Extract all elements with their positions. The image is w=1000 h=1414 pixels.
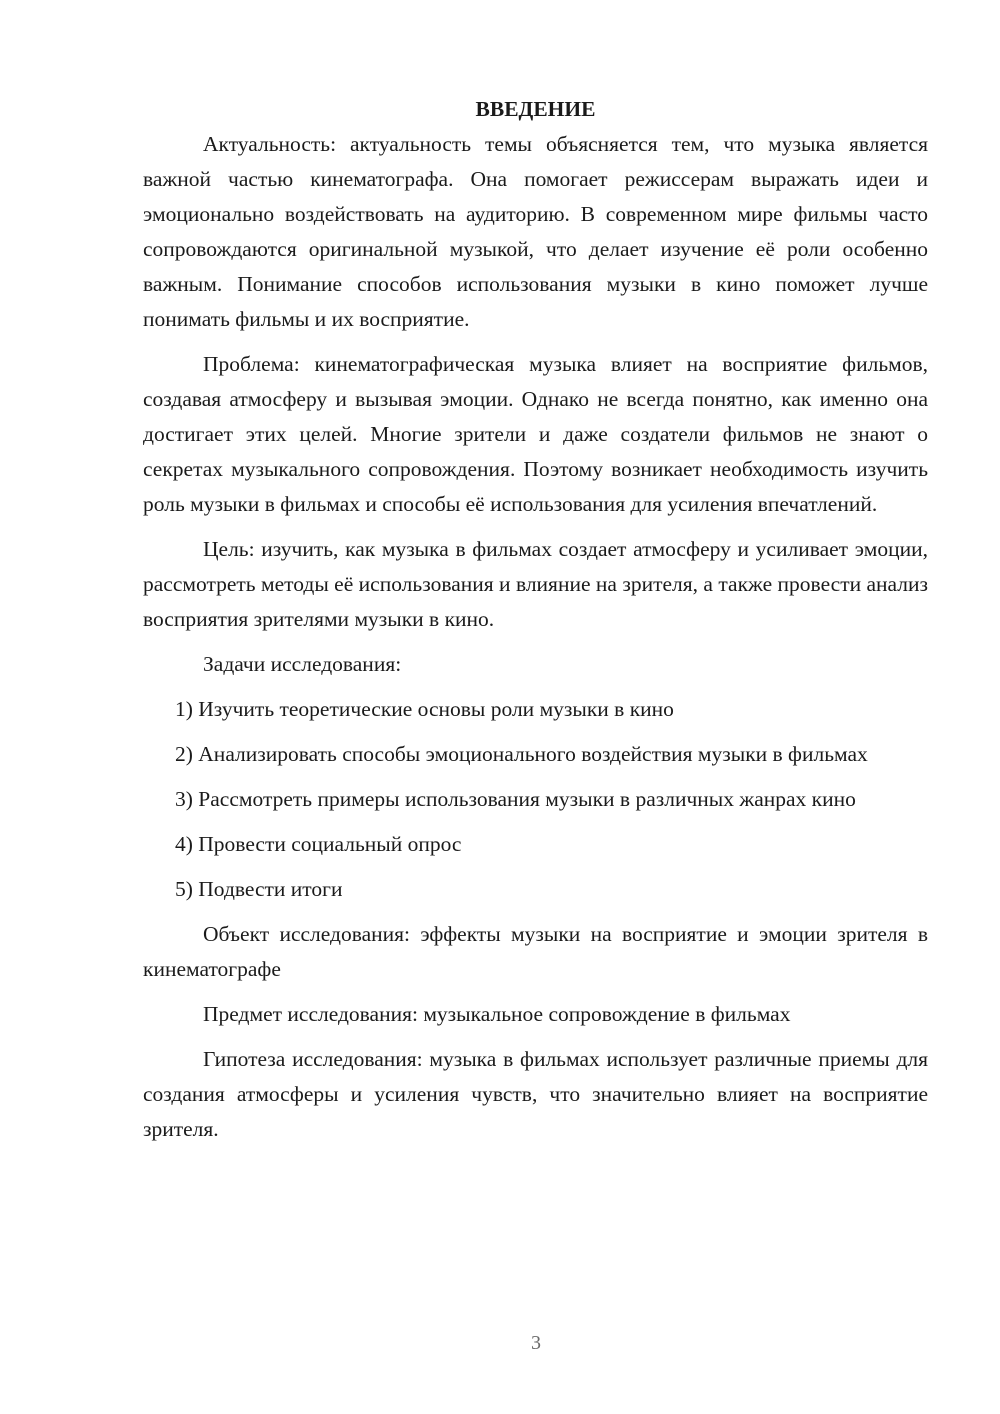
subject-paragraph: Предмет исследования: музыкальное сопровождение в фильмах: [203, 1002, 791, 1026]
list-item: 2) Анализировать способы эмоционального воздействия музыки в фильмах: [175, 742, 868, 766]
hypothesis-paragraph: Гипотеза исследования: музыка в фильмах использует различные приемы для создания атмосферы и усиления чувств, что значительно влияет на восприятие зрителя.: [143, 1047, 928, 1141]
relevance-paragraph: Актуальность: актуальность темы объясняется тем, что музыка является важной частью кинематографа. Она помогает режиссерам выражать идеи и эмоционально воздействовать на аудиторию. В современном мире фильмы часто сопровождаются оригинальной музыкой, что делает изучение её роли особенно важным. Понимание способов использования музыки в кино поможет лучше понимать фильмы и их восприятие.: [143, 132, 928, 331]
tasks-heading: Задачи исследования:: [203, 652, 402, 676]
goal-paragraph: Цель: изучить, как музыка в фильмах создает атмосферу и усиливает эмоции, рассмотреть методы её использования и влияние на зрителя, а также провести анализ восприятия зрителями музыки в кино.: [143, 537, 928, 631]
list-item: 1) Изучить теоретические основы роли музыки в кино: [175, 697, 674, 721]
list-item: 5) Подвести итоги: [175, 877, 343, 901]
page-number: 3: [531, 1332, 541, 1354]
tasks-list: [143, 692, 928, 907]
page-title: ВВЕДЕНИЕ: [475, 97, 596, 121]
list-item: 3) Рассмотреть примеры использования музыки в различных жанрах кино: [175, 787, 856, 811]
object-paragraph: Объект исследования: эффекты музыки на восприятие и эмоции зрителя в кинематографе: [143, 922, 928, 981]
document-page: [143, 92, 928, 1157]
problem-paragraph: Проблема: кинематографическая музыка влияет на восприятие фильмов, создавая атмосферу и вызывая эмоции. Однако не всегда понятно, как именно она достигает этих целей. Многие зрители и даже создатели фильмов не знают о секретах музыкального сопровождения. Поэтому возникает необходимость изучить роль музыки в фильмах и способы её использования для усиления впечатлений.: [143, 352, 928, 516]
list-item: 4) Провести социальный опрос: [175, 832, 462, 856]
